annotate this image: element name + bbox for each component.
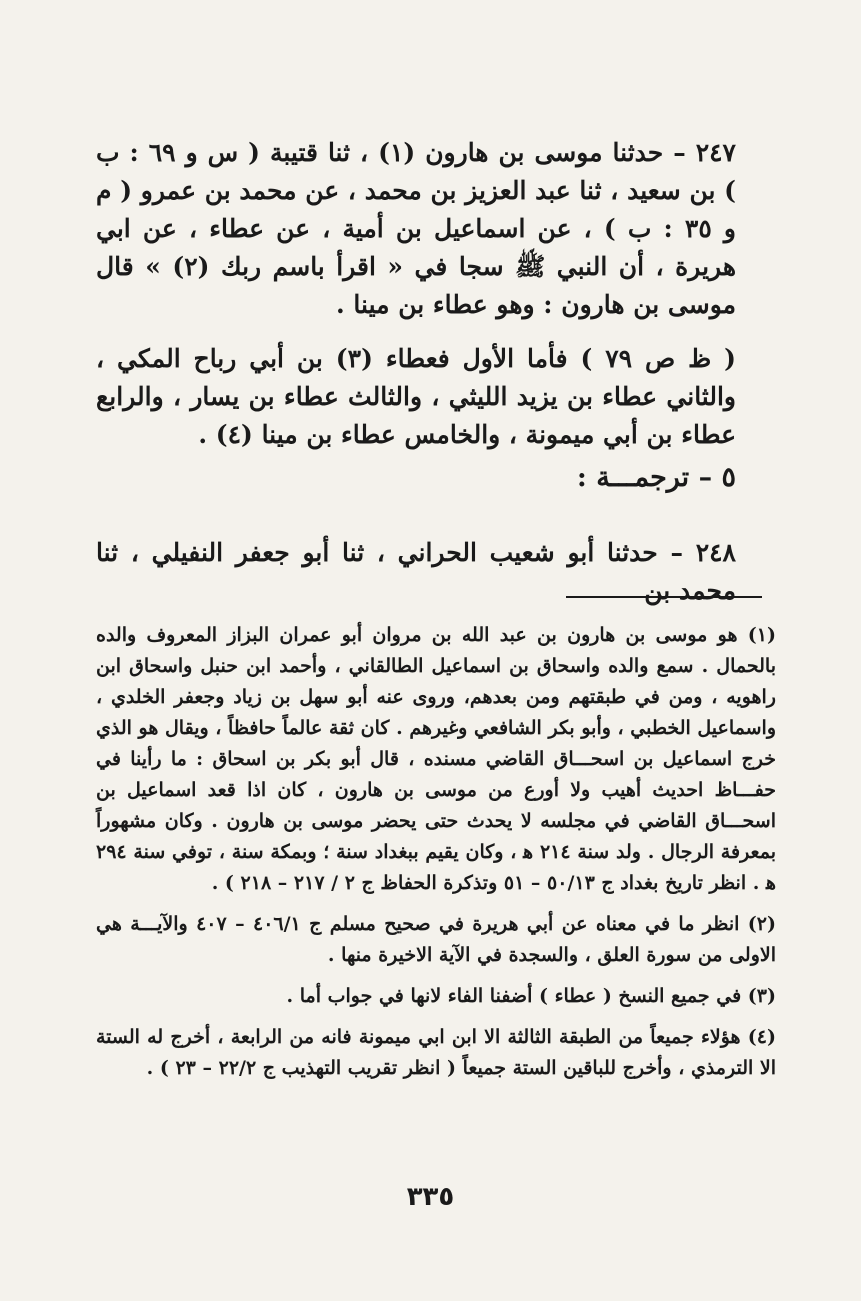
hadith-247 [96,134,736,454]
footnote-3: (٣) في جميع النسخ ( عطاء ) أضفنا الفاء لانها في جواب أما . [286,985,776,1007]
footnote-1: (١) هو موسى بن هارون بن عبد الله بن مروان أبو عمران البزاز المعروف والده بالحمال . سمع والده واسحاق بن اسماعيل الطالقاني ، وأحمد ابن حنبل واسحاق ابن راهويه ، ومن في طبقتهم ومن بعدهم، وروى عنه أبو سهل بن زياد وجعفر الخلدي ، واسماعيل الخطبي ، وأبو بكر الشافعي وغيرهم . كان ثقة عالماً حافظاً ، ويقال هو الذي خرج اسماعيل بن اسحـــاق القاضي مسنده ، قال أبو بكر بن اسحاق : ما رأينا في حفـــاظ احديث أهيب ولا أورع من موسى بن هارون ، كان اذا قعد اسماعيل بن اسحـــاق القاضي في مجلسه لا يحدث حتى يحضر موسى بن هارون . وكان مشهوراً بمعرفة الرجال . ولد سنة ٢١٤ ﻫ ، وكان يقيم ببغداد سنة ؛ وبمكة سنة ، توفي سنة ٢٩٤ ﻫ . انظر تاريخ بغداد ج ٥٠/١٣ – ٥١ وتذكرة الحفاظ ج ٢ / ٢١٧ – ٢١٨ ) . [96,624,776,894]
hadith-248: ٢٤٨ – حدثنا أبو شعيب الحراني ، ثنا أبو جعفر النفيلي ، ثنا محمد بن [96,538,736,605]
section-heading: ٥ – ترجمـــة : [576,462,736,493]
footnote-4: (٤) هؤلاء جميعاً من الطبقة الثالثة الا ابن ابي ميمونة فانه من الرابعة ، أخرج له الستة الا الترمذي ، وأخرج للباقين الستة جميعاً ( انظر تقريب التهذيب ج ٢٢/٢ – ٢٣ ) . [96,1026,776,1079]
footnotes [96,620,776,1084]
hadith-247-paragraph-2: ( ظ ص ٧٩ ) فأما الأول فعطاء (٣) بن أبي رباح المكي ، والثاني عطاء بن يزيد الليثي ، والثالث عطاء بن يسار ، والرابع عطاء بن أبي ميمونة ، والخامس عطاء بن مينا (٤) . [96,344,736,449]
hadith-247-paragraph-1: ٢٤٧ – حدثنا موسى بن هارون (١) ، ثنا قتيبة ( س و ٦٩ : ب ) بن سعيد ، ثنا عبد العزيز بن محمد ، عن محمد بن عمرو ( م و ٣٥ : ب ) ، عن اسماعيل بن أمية ، عن عطاء ، عن ابي هريرة ، أن النبي ﷺ سجا في « اقرأ باسم ربك (٢) » قال موسى بن هارون : وهو عطاء بن مينا . [96,138,736,319]
footnote-divider [566,596,762,598]
footnote-2: (٢) انظر ما في معناه عن أبي هريرة في صحيح مسلم ج ٤٠٦/١ – ٤٠٧ والآيـــة هي الاولى من سورة العلق ، والسجدة في الآية الاخيرة منها . [96,913,776,966]
page-number: ٣٣٥ [406,1182,455,1212]
